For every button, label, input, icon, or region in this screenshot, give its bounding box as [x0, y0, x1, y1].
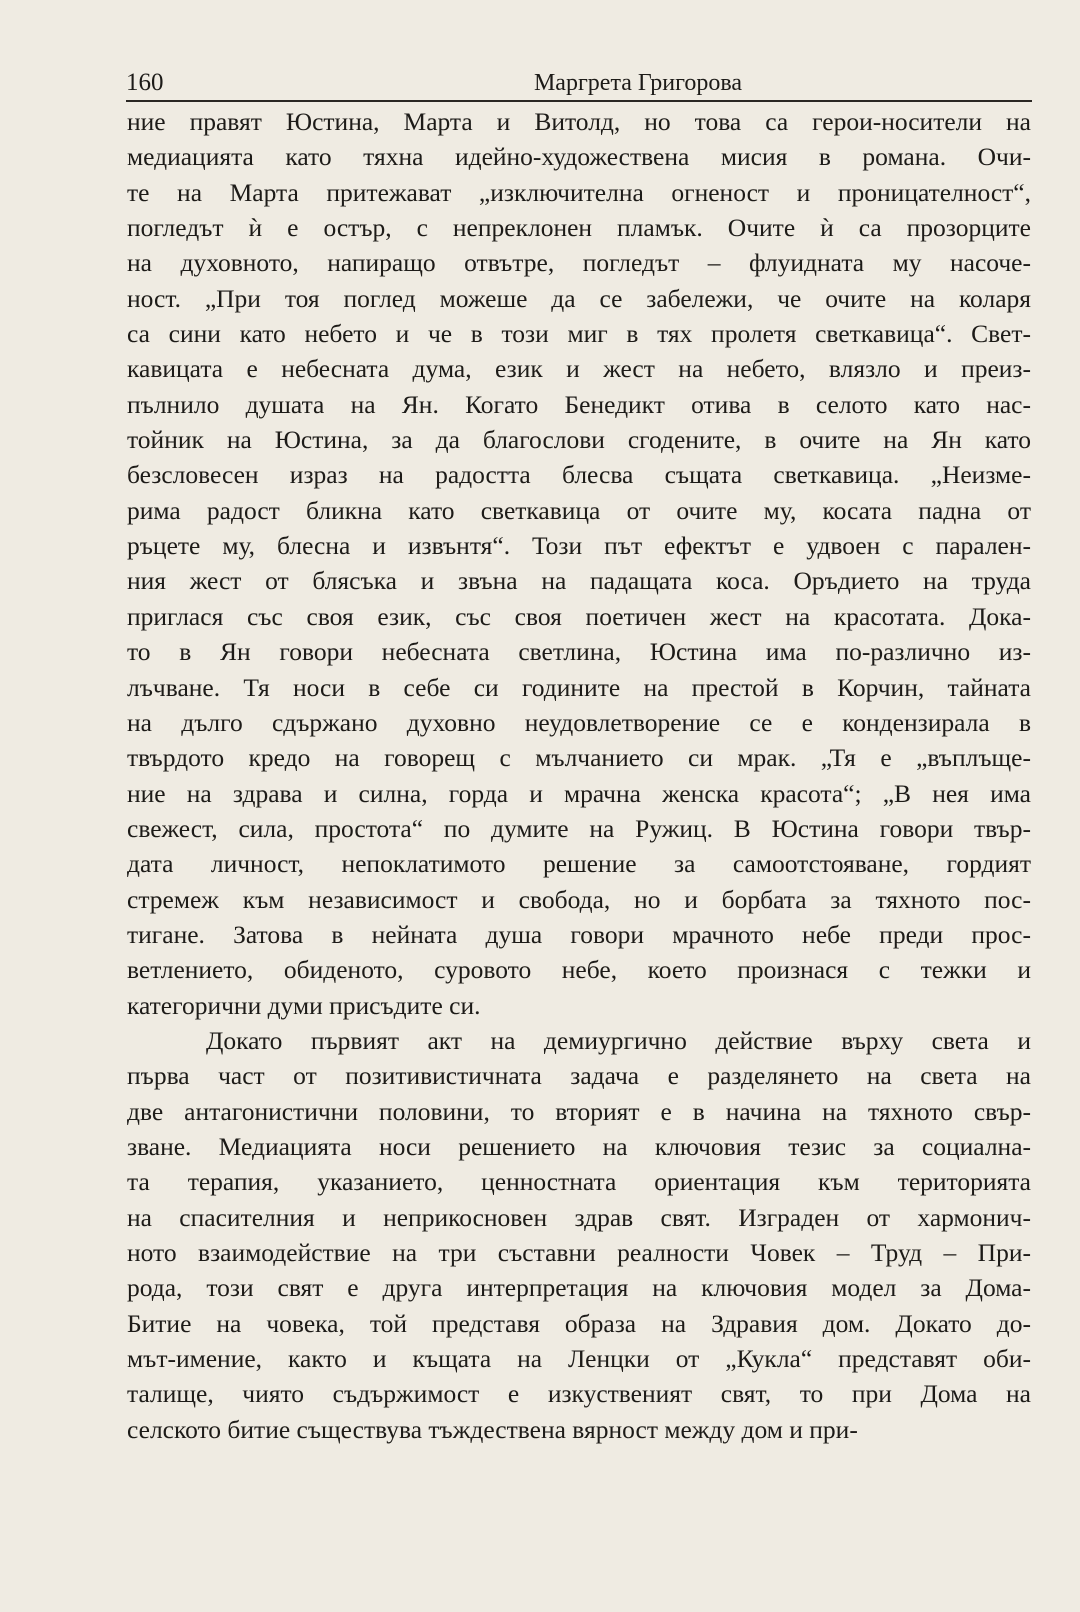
text-line: погледът ѝ е остър, с непреклонен пламък. Очите ѝ са прозорците [127, 213, 1031, 243]
text-line: ност. „При тоя поглед можеше да се забележи, че очите на коларя [127, 283, 1031, 313]
text-line: рима радост бликна като светкавица от очите му, косата падна от [127, 495, 1031, 525]
text-line: Битие на човека, той представя образа на Здравия дом. Докато до- [127, 1308, 1031, 1338]
text-line: на дълго сдържано духовно неудовлетворение се е кондензирала в [127, 707, 1031, 737]
text-line: те на Марта притежават „изключителна огненост и проницателност“, [127, 177, 1031, 207]
text-line: селското битие съществува тъждествена вярност между дом и при- [127, 1414, 858, 1444]
text-line: стремеж към независимост и свобода, но и борбата за тяхното пос- [127, 884, 1031, 914]
text-line: категорични думи присъдите си. [127, 990, 481, 1020]
text-line: то в Ян говори небесната светлина, Юстина има по-различно из- [127, 637, 1031, 667]
text-line: ния жест от блясъка и звъна на падащата коса. Оръдието на труда [127, 566, 1031, 596]
text-line: безсловесен израз на радостта блесва същата светкавица. „Неизме- [127, 460, 1031, 490]
text-line: лъчване. Тя носи в себе си годините на престой в Корчин, тайната [127, 672, 1031, 702]
text-line: тигане. Затова в нейната душа говори мрачното небе преди прос- [127, 919, 1031, 949]
running-title: Маргрета Григорова [533, 70, 743, 96]
text-line: медиацията като тяхна идейно-художествена мисия в романа. Очи- [127, 142, 1031, 172]
text-line: ние правят Юстина, Марта и Витолд, но това са герои-носители на [127, 107, 1031, 136]
text-line: дата личност, непоклатимото решение за самоотстояване, гордият [127, 849, 1031, 879]
text-line: мът-имение, както и къщата на Ленцки от „Кукла“ представят оби- [127, 1344, 1031, 1374]
paragraph-container [127, 104, 1031, 1447]
text-line: талище, чиято съдържимост е изкуственият свят, то при Дома на [127, 1379, 1031, 1409]
text-line: са сини като небето и че в този миг в тях пролетя светкавица“. Свет- [127, 319, 1031, 349]
text-line: ние на здрава и силна, горда и мрачна женска красота“; „В нея има [127, 778, 1031, 808]
text-line: кавицата е небесната дума, език и жест на небето, влязло и преиз- [127, 354, 1031, 384]
text-line: Докато първият акт на демиургично действие върху света и [206, 1025, 1031, 1055]
text-line: първа част от позитивистичната задача е разделянето на света на [127, 1061, 1031, 1091]
text-line: пълнило душата на Ян. Когато Бенедикт отива в селото като нас- [127, 389, 1031, 419]
paragraph [127, 1023, 1031, 1447]
page-number: 160 [126, 69, 164, 96]
text-line: ръцете му, блесна и извънтя“. Този път ефектът е удвоен с парален- [127, 531, 1031, 561]
text-line: ветлението, обиденото, суровото небе, което произнася с тежки и [127, 955, 1031, 985]
paragraph [127, 104, 1031, 1023]
text-line: рода, този свят е друга интерпретация на ключовия модел за Дома- [127, 1273, 1031, 1303]
text-line: та терапия, указанието, ценностната ориентация към територията [127, 1167, 1031, 1197]
text-line: твърдото кредо на говорещ с мълчанието си мрак. „Тя е „въплъще- [127, 743, 1031, 773]
text-line: на спасителния и неприкосновен здрав свят. Изграден от хармонич- [127, 1202, 1031, 1232]
text-line: на духовното, напиращо отвътре, погледът – флуидната му насоче- [127, 248, 1031, 278]
body-text [127, 104, 1031, 1447]
text-line: ното взаимодействие на три съставни реалности Човек – Труд – При- [127, 1238, 1031, 1267]
text-line: приглася със своя език, със своя поетичен жест на красотата. Дока- [127, 601, 1031, 631]
running-head [126, 64, 1032, 102]
text-line: зване. Медиацията носи решението на ключовия тезис за социална- [127, 1131, 1031, 1161]
text-line: две антагонистични половини, то вторият е в начина на тяхното свър- [127, 1096, 1031, 1126]
text-line: свежест, сила, простота“ по думите на Ружиц. В Юстина говори твър- [127, 813, 1031, 843]
text-line: тойник на Юстина, за да благослови сгодените, в очите на Ян като [127, 425, 1031, 455]
